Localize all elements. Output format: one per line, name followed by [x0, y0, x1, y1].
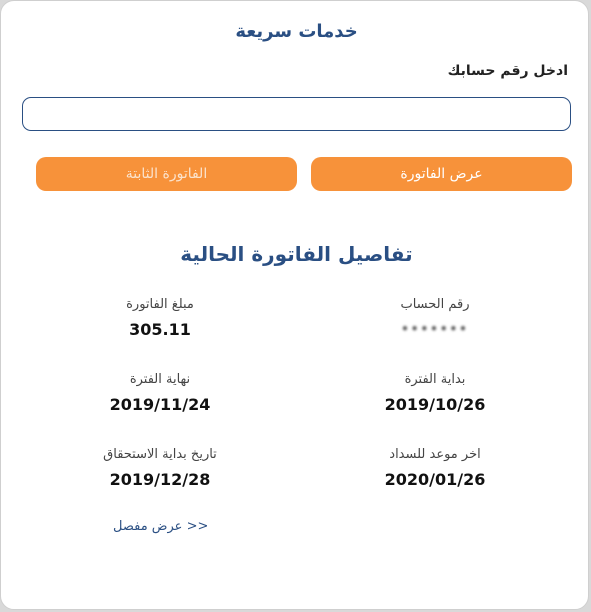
account-number-detail-value: ••••••• — [401, 322, 469, 336]
invoice-details-title: تفاصيل الفاتورة الحالية — [180, 242, 413, 266]
entitlement-start-label: تاريخ بداية الاستحقاق — [103, 447, 217, 462]
detailed-view-link[interactable]: << عرض مفصل — [113, 519, 209, 534]
invoice-amount-label: مبلغ الفاتورة — [126, 297, 194, 312]
due-date-value: 2020/01/26 — [384, 470, 486, 489]
account-number-label: ادخل رقم حسابك — [447, 63, 568, 79]
period-end-label: نهاية الفترة — [129, 372, 191, 387]
invoice-amount-value: 305.11 — [129, 320, 191, 339]
period-start-label: بداية الفترة — [404, 372, 466, 387]
view-invoice-button[interactable]: عرض الفاتورة — [311, 157, 572, 191]
period-start-value: 2019/10/26 — [384, 395, 486, 414]
account-number-detail-label: رقم الحساب — [400, 297, 470, 312]
quick-services-title: خدمات سريعة — [235, 21, 358, 42]
due-date-label: اخر موعد للسداد — [389, 447, 481, 462]
fixed-invoice-button[interactable]: الفاتورة الثابتة — [36, 157, 297, 191]
account-number-input[interactable] — [22, 97, 571, 131]
entitlement-start-value: 2019/12/28 — [109, 470, 211, 489]
period-end-value: 2019/11/24 — [109, 395, 211, 414]
